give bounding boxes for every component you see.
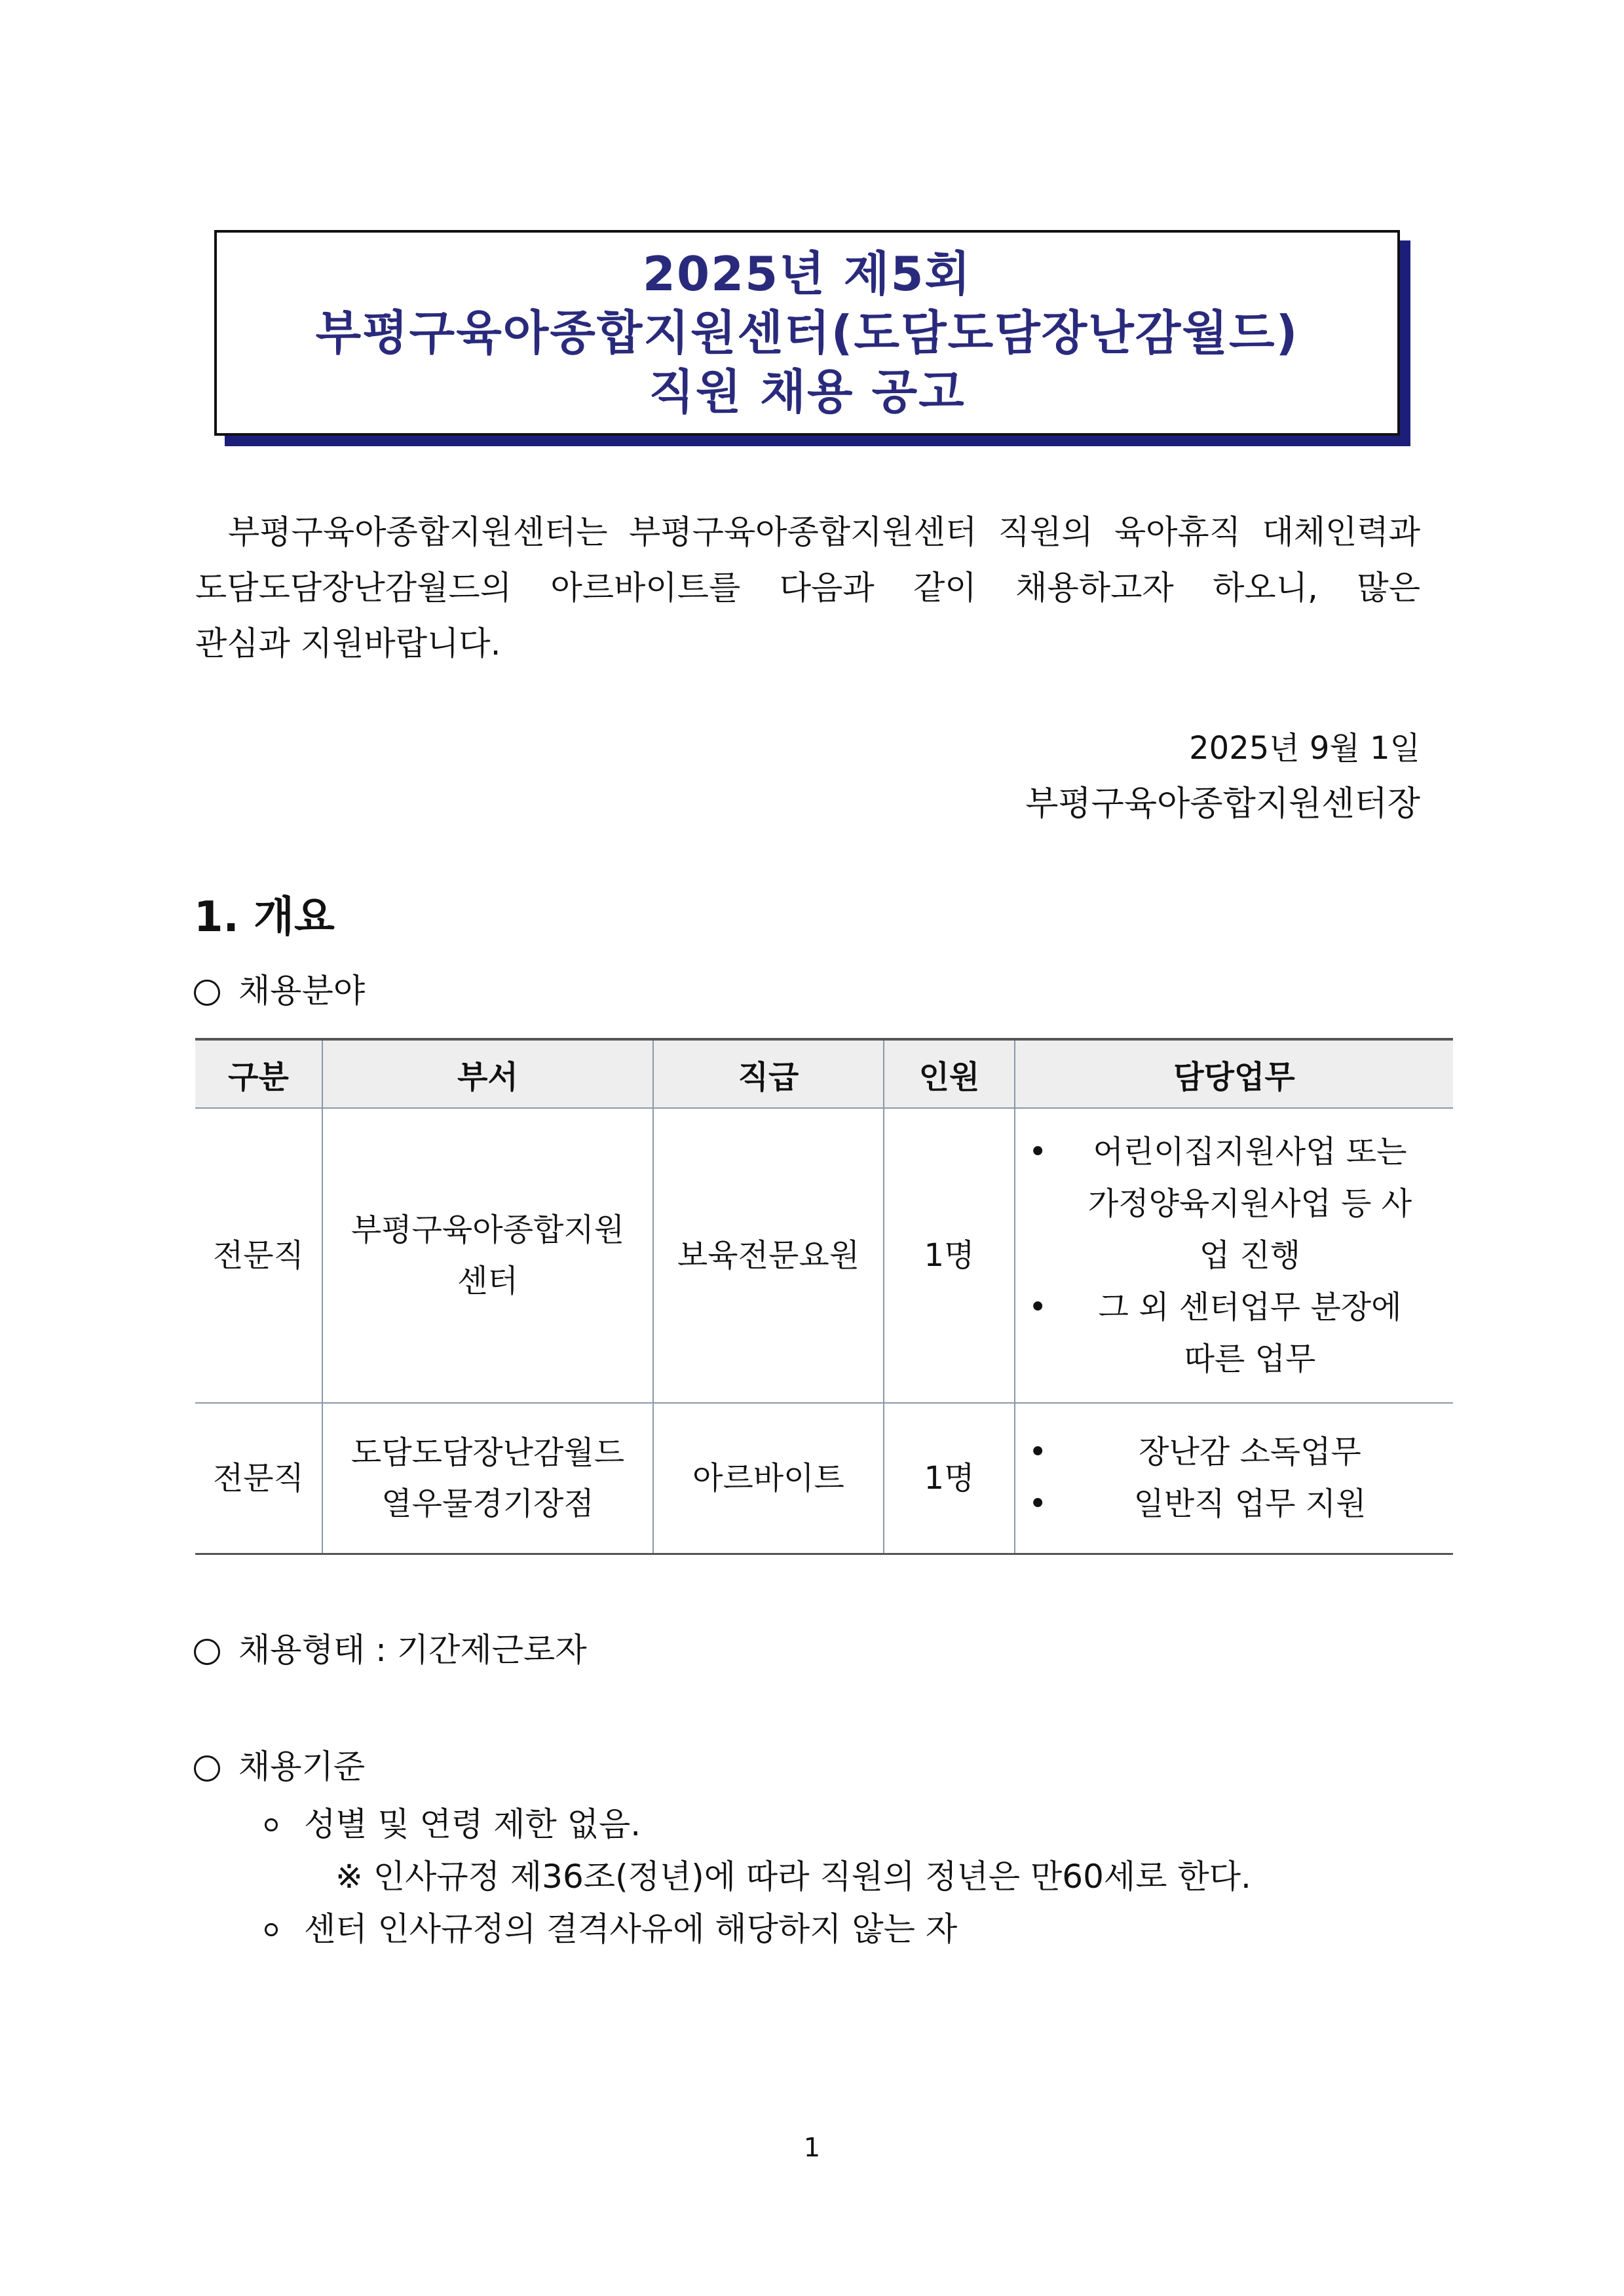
title-line-2: 부평구육아종합지원센터(도담도담장난감월드) <box>315 305 1299 360</box>
small-circle-bullet-icon <box>265 1818 278 1831</box>
criteria-text: 센터 인사규정의 결격사유에 해당하지 않는 자 <box>304 1910 958 1948</box>
duty-item: • 장난감 소독업무 <box>1029 1426 1422 1478</box>
dept-line: 부평구육아종합지원 <box>350 1212 625 1248</box>
duty-item: • 일반직 업무 지원 <box>1029 1478 1422 1530</box>
circle-bullet-icon <box>194 980 220 1006</box>
employment-type: 채용형태 : 기간제근로자 <box>238 1631 587 1669</box>
small-circle-bullet-icon <box>265 1923 278 1936</box>
field-label: 채용분야 <box>238 972 366 1010</box>
header-rank: 직급 <box>653 1039 884 1108</box>
page-number: 1 <box>803 2133 821 2163</box>
dept-line: 센터 <box>457 1263 518 1299</box>
cell-count: 1명 <box>884 1108 1015 1403</box>
circle-bullet-icon <box>194 1639 220 1665</box>
intro-line-1: 부평구육아종합지원센터는 부평구육아종합지원센터 직원의 육아휴직 대체인력과 <box>228 513 1420 551</box>
intro-line-3: 관심과 지원바랍니다. <box>195 624 501 662</box>
intro-paragraph <box>195 505 1420 672</box>
cell-rank: 보육전문요원 <box>653 1108 884 1403</box>
header-category: 구분 <box>195 1039 322 1108</box>
table-header-row <box>195 1039 1453 1108</box>
cell-department <box>322 1108 653 1403</box>
cell-department <box>322 1403 653 1554</box>
section-title-overview: 1. 개요 <box>194 893 335 942</box>
cell-rank: 아르바이트 <box>653 1403 884 1554</box>
table-row <box>195 1403 1453 1554</box>
cell-count: 1명 <box>884 1403 1015 1554</box>
cell-duties <box>1015 1108 1453 1403</box>
title-box <box>214 230 1400 436</box>
cell-category: 전문직 <box>195 1403 322 1554</box>
title-line-1: 2025년 제5회 <box>642 246 972 301</box>
cell-category: 전문직 <box>195 1108 322 1403</box>
dept-line: 열우물경기장점 <box>381 1485 594 1522</box>
cell-duties <box>1015 1403 1453 1554</box>
criteria-label-line <box>194 1746 365 1788</box>
dept-line: 도담도담장난감월드 <box>350 1434 625 1471</box>
circle-bullet-icon <box>194 1755 220 1782</box>
criteria-note: ※ 인사규정 제36조(정년)에 따라 직원의 정년은 만60세로 한다. <box>335 1858 1251 1896</box>
header-duties: 담당업무 <box>1015 1039 1453 1108</box>
duty-item: • 어린이집지원사업 또는 가정양육지원사업 등 사업 진행 <box>1029 1126 1422 1282</box>
criteria-item <box>265 1803 641 1845</box>
criteria-text: 성별 및 연령 제한 없음. <box>304 1805 641 1843</box>
employment-type-line <box>194 1629 587 1671</box>
intro-line-2: 도담도담장난감월드의 아르바이트를 다음과 같이 채용하고자 하오니, 많은 <box>195 569 1420 607</box>
criteria-label: 채용기준 <box>238 1748 366 1786</box>
recruitment-table <box>195 1038 1453 1555</box>
duty-item: • 그 외 센터업무 분장에 따른 업무 <box>1029 1282 1422 1385</box>
signer: 부평구육아종합지원센터장 <box>1025 784 1420 824</box>
table-row <box>195 1108 1453 1403</box>
title-line-3: 직원 채용 공고 <box>649 364 966 419</box>
criteria-item <box>265 1908 957 1950</box>
field-label-line <box>194 970 365 1012</box>
announcement-date: 2025년 9월 1일 <box>1189 730 1420 767</box>
header-count: 인원 <box>884 1039 1015 1108</box>
header-department: 부서 <box>322 1039 653 1108</box>
